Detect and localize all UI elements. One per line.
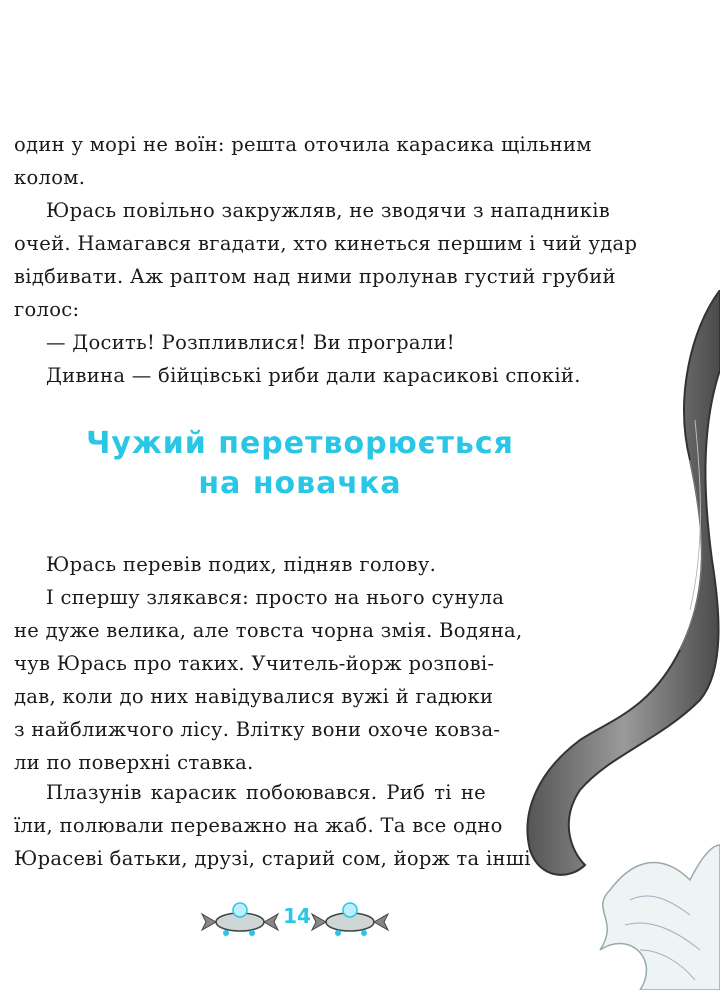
text-line: колом. bbox=[14, 166, 86, 189]
text-line: їли, полювали переважно на жаб. Та все одно bbox=[14, 814, 503, 837]
text-line: очей. Намагався вгадати, хто кинеться першим і чий удар bbox=[14, 232, 638, 255]
page-number: 14 bbox=[283, 904, 311, 928]
text-line: Юрасеві батьки, друзі, старий сом, йорж та інші bbox=[14, 847, 531, 870]
chapter-heading bbox=[60, 424, 540, 504]
paragraph-6 bbox=[14, 776, 531, 875]
text-line: з найближчого лісу. Влітку вони охоче ковза- bbox=[14, 718, 501, 741]
text-line: Юрась перевів подих, підняв голову. bbox=[46, 553, 437, 576]
text-line: відбивати. Аж раптом над ними пролунав густий грубий bbox=[14, 265, 616, 288]
text-line: Плазунів карасик побоювався. Риб ті не bbox=[46, 781, 486, 804]
paragraph-4 bbox=[14, 548, 484, 581]
text-line: І спершу злякався: просто на нього сунула bbox=[46, 586, 505, 609]
chapter-heading-line-1: Чужий перетворюється bbox=[86, 426, 514, 461]
chapter-heading-line-2: на новачка bbox=[198, 466, 402, 501]
fish-fin bbox=[600, 845, 720, 990]
text-line: не дуже велика, але товста чорна змія. Водяна, bbox=[14, 619, 523, 642]
paragraph-dialogue bbox=[14, 326, 584, 392]
text-line: дав, коли до них навідувалися вужі й гадюки bbox=[14, 685, 494, 708]
paragraph-1 bbox=[14, 128, 592, 194]
fish-ornament-left-icon bbox=[200, 900, 280, 940]
text-line: Дивина — бійцівські риби дали карасикові спокій. bbox=[46, 364, 581, 387]
text-line: Юрась повільно закружляв, не зводячи з нападників bbox=[46, 199, 611, 222]
snake-illustration bbox=[490, 290, 720, 990]
text-line: голос: bbox=[14, 298, 80, 321]
paragraph-5 bbox=[14, 581, 523, 779]
text-line: ли по поверхні ставка. bbox=[14, 751, 254, 774]
page-footer bbox=[200, 900, 390, 940]
paragraph-2 bbox=[14, 194, 638, 326]
text-line: один у морі не воїн: решта оточила карасика щільним bbox=[14, 133, 592, 156]
text-line: чув Юрась про таких. Учитель-йорж розпові- bbox=[14, 652, 495, 675]
fish-ornament-right-icon bbox=[310, 900, 390, 940]
text-line: — Досить! Розпливлися! Ви програли! bbox=[46, 331, 455, 354]
